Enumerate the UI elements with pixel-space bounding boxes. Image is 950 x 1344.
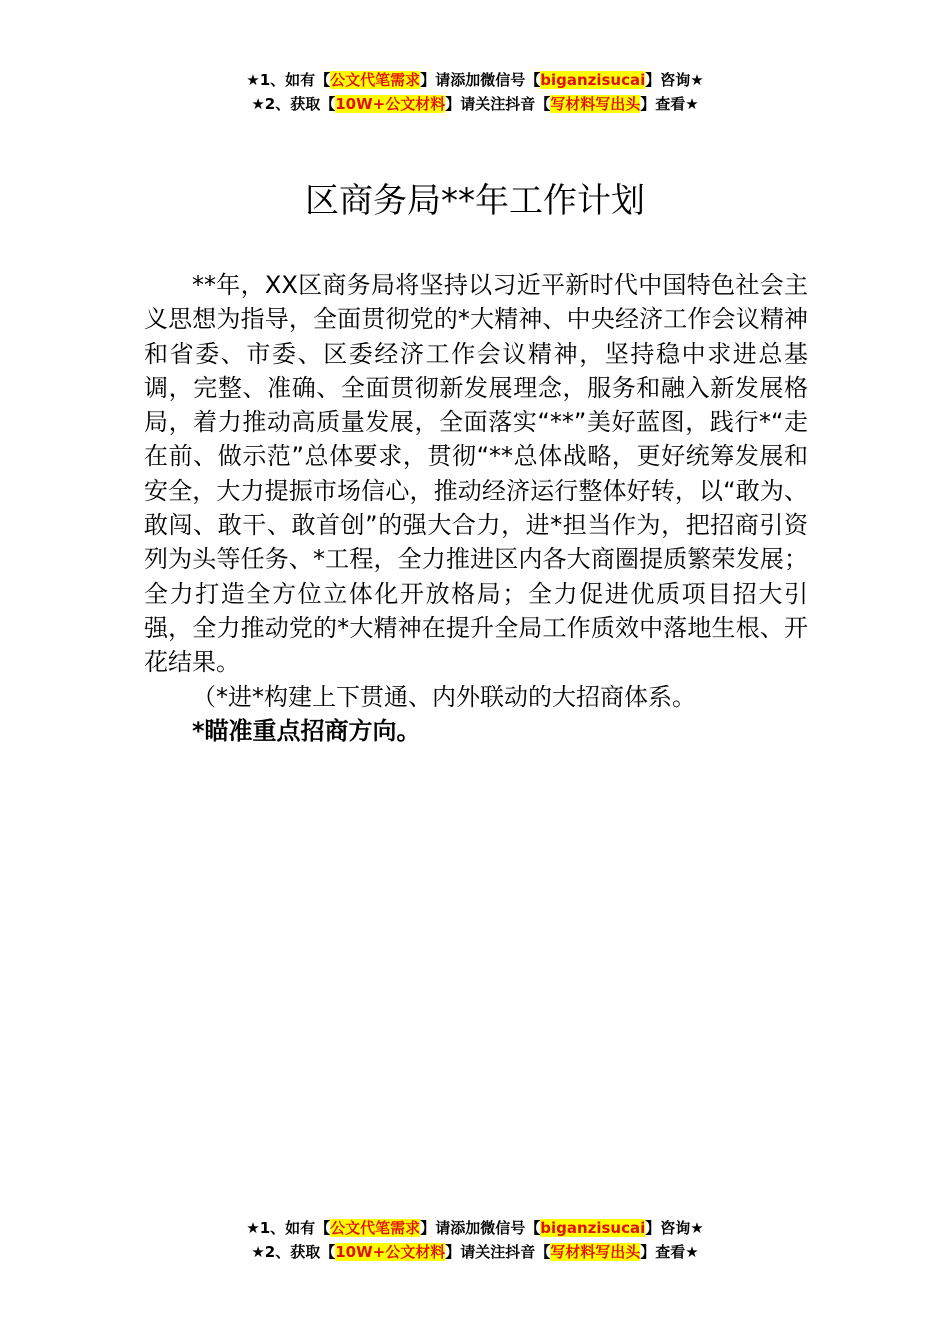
footer-banner [0,1216,950,1264]
highlight-text: biganzisucai [540,71,646,89]
banner-line-2 [0,1240,950,1264]
banner-text: ★2、获取【 [251,1243,336,1261]
banner-text: 】请关注抖音【 [445,1243,551,1261]
highlight-text: biganzisucai [540,1219,646,1237]
header-banner [0,68,950,116]
banner-text: 】查看★ [640,1243,699,1261]
highlight-text: 写材料写出头 [550,1243,641,1261]
document-body [144,268,808,748]
banner-line-1 [0,68,950,92]
highlight-text: 10W+公文材料 [335,1243,446,1261]
highlight-text: 10W+公文材料 [335,95,446,113]
banner-text: 】咨询★ [645,1219,704,1237]
banner-text: 】咨询★ [645,71,704,89]
highlight-text: 写材料写出头 [550,95,641,113]
highlight-text: 公文代笔需求 [330,1219,421,1237]
banner-text: 】查看★ [640,95,699,113]
body-paragraph: **年，XX区商务局将坚持以习近平新时代中国特色社会主义思想为指导，全面贯彻党的*大精神、中央经济工作会议精神和省委、市委、区委经济工作会议精神，坚持稳中求进总基调，完整、准确、全面贯彻新发展理念，服务和融入新发展格局，着力推动高质量发展，全面落实“**”美好蓝图，践行*“走在前、做示范”总体要求，贯彻“**总体战略，更好统筹发展和安全，大力提振市场信心，推动经济运行整体好转，以“敢为、敢闯、敢干、敢首创”的强大合力，进*担当作为，把招商引资列为头等任务、*工程，全力推进区内各大商圈提质繁荣发展；全力打造全方位立体化开放格局；全力促进优质项目招大引强，全力推动党的*大精神在提升全局工作质效中落地生根、开花结果。 [144,271,808,677]
banner-text: ★2、获取【 [251,95,336,113]
document-title: 区商务局**年工作计划 [305,181,645,221]
banner-line-2 [0,92,950,116]
banner-line-1 [0,1216,950,1240]
highlight-text: 公文代笔需求 [330,71,421,89]
banner-text: ★1、如有【 [246,1219,331,1237]
banner-text: 】请添加微信号【 [420,71,541,89]
banner-text: 】请关注抖音【 [445,95,551,113]
body-paragraph: （*进*构建上下贯通、内外联动的大招商体系。 [192,682,696,711]
banner-text: ★1、如有【 [246,71,331,89]
banner-text: 】请添加微信号【 [420,1219,541,1237]
section-heading: *瞄准重点招商方向。 [192,716,421,745]
